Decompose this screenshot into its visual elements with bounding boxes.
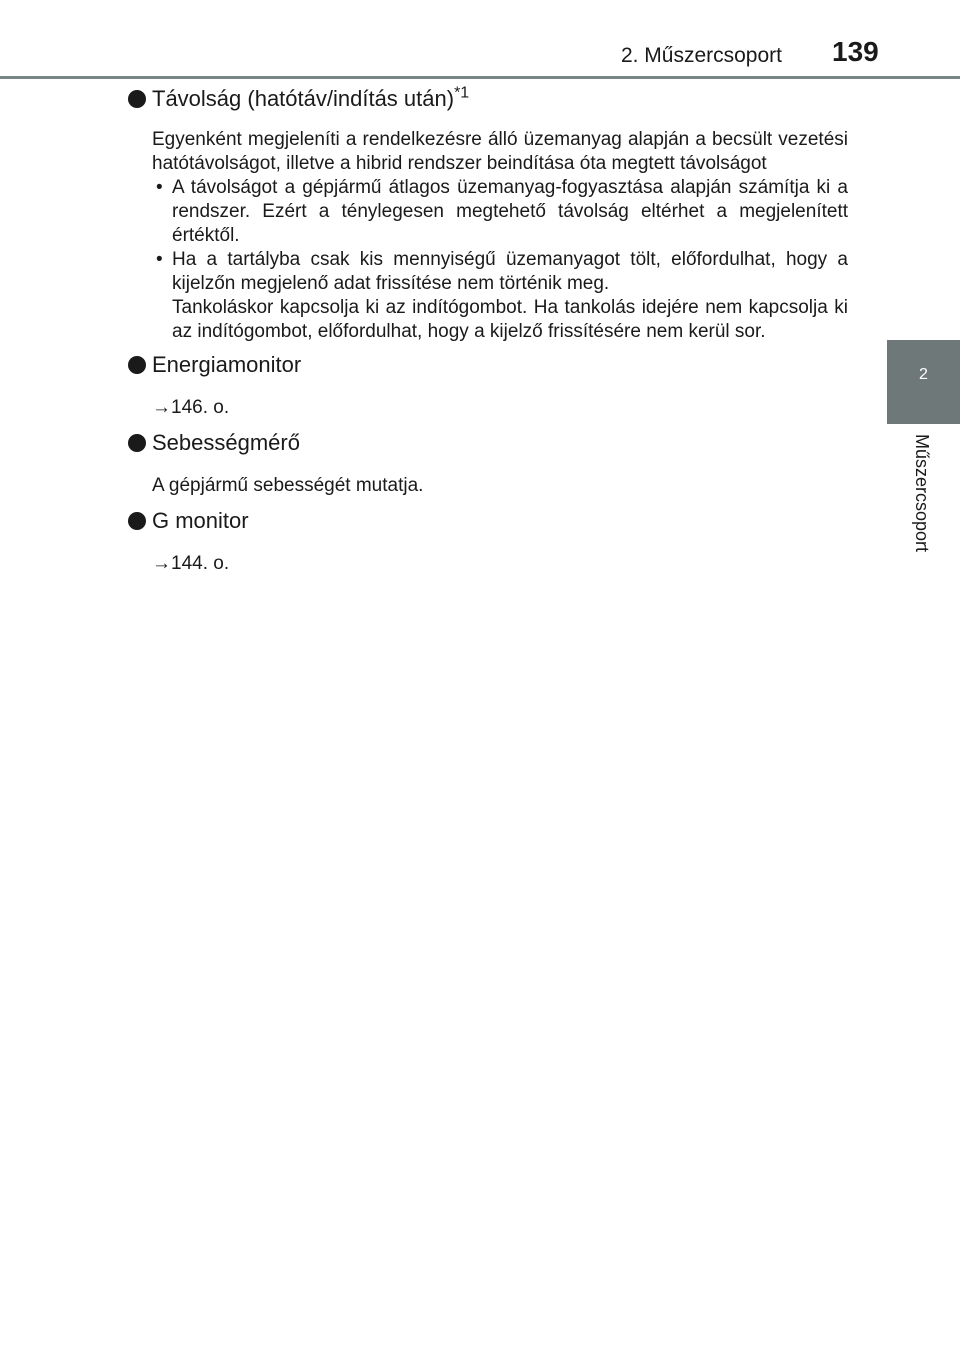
bullet-dot-icon	[128, 356, 146, 374]
header-divider	[0, 76, 960, 79]
section-paragraph: A gépjármű sebességét mutatja.	[152, 475, 424, 496]
heading-text: Energiamonitor	[152, 352, 302, 377]
list-item	[152, 296, 848, 344]
list-item	[152, 248, 848, 296]
section-heading-energy-monitor	[128, 350, 848, 380]
section-paragraph: Egyenként megjeleníti a rendelkezésre álló üzemanyag alapján a becsült vezetési hatótávolságot, illetve a hibrid rendszer beindítása óta megtett távolságot	[152, 129, 848, 174]
chapter-tab-number: 2	[887, 340, 960, 424]
bullet-dot-icon	[128, 434, 146, 452]
page-header	[0, 0, 960, 80]
bullet-dot-icon	[128, 512, 146, 530]
chapter-tab-label-text: Műszercsoport	[912, 434, 932, 553]
heading-text: Távolság (hatótáv/indítás után)	[152, 86, 455, 111]
list-item	[152, 176, 848, 248]
list-item-text: Tankoláskor kapcsolja ki az indítógombot. Ha tankolás idejére nem kapcsolja ki az indítógombot, előfordulhat, hogy a kijelző frissítésére nem kerül sor.	[172, 297, 848, 342]
list-item-text: Ha a tartályba csak kis mennyiségű üzemanyagot tölt, előfordulhat, hogy a kijelzőn megjelenő adat frissítése nem történik meg.	[172, 249, 848, 294]
heading-text: Sebességmérő	[152, 430, 300, 455]
note-list	[152, 176, 848, 344]
heading-text: G monitor	[152, 508, 249, 533]
page-content	[128, 84, 848, 576]
list-item-text: A távolságot a gépjármű átlagos üzemanyag-fogyasztása alapján számítja ki a rendszer. Ezért a ténylegesen megtehető távolság eltérhet a megjelenített értéktől.	[172, 177, 848, 246]
section-heading-speedometer	[128, 428, 848, 458]
section-heading-g-monitor	[128, 506, 848, 536]
page-number: 139	[832, 36, 879, 67]
footnote-marker: *1	[454, 84, 470, 102]
page-reference-link[interactable]: →144. o.	[152, 553, 230, 574]
bullet-dot-icon	[128, 90, 146, 108]
page-reference-link[interactable]: →146. o.	[152, 397, 230, 418]
list-bullet-icon: •	[156, 177, 163, 198]
chapter-tab-label	[887, 424, 960, 604]
section-heading-distance	[128, 84, 848, 114]
chapter-title: 2. Műszercsoport	[620, 44, 782, 67]
list-bullet-icon: •	[156, 249, 163, 270]
